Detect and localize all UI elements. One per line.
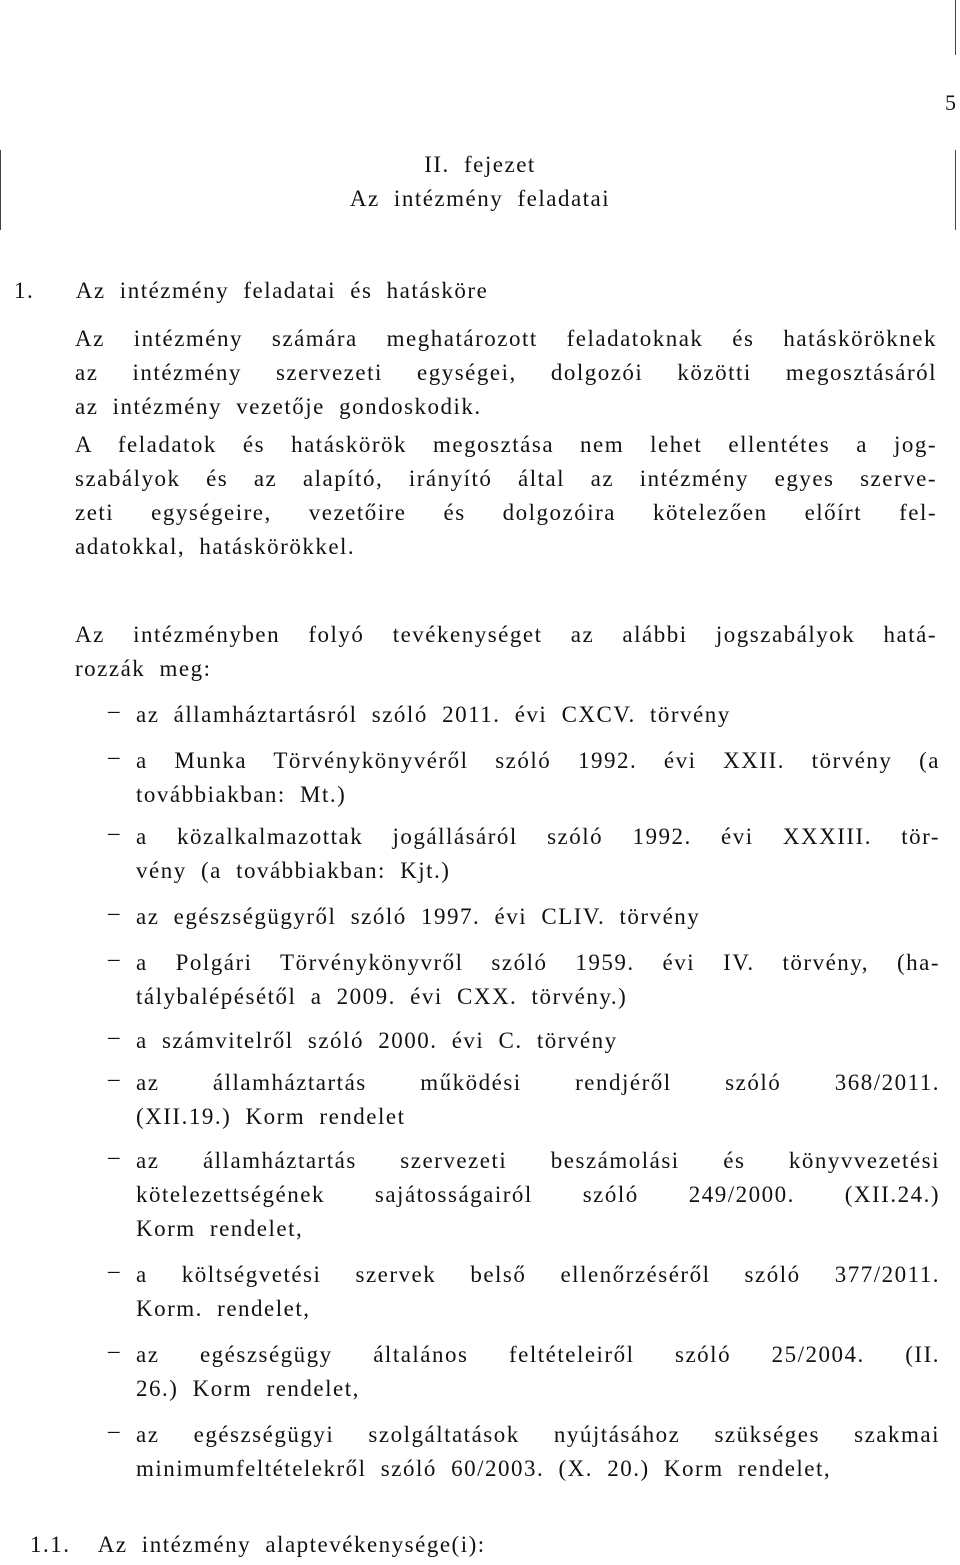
list-item <box>108 900 940 934</box>
list-dash: – <box>108 1418 121 1443</box>
list-dash: – <box>108 1258 121 1283</box>
list-item <box>108 1338 940 1406</box>
list-item-line: az egészségügyi szolgáltatások nyújtásához szükséges szakmai <box>136 1422 940 1447</box>
list-item-line: tálybalépésétől a 2009. évi CXX. törvény.) <box>136 984 628 1009</box>
list-dash: – <box>108 1338 121 1363</box>
list-dash: – <box>108 1066 121 1091</box>
list-item <box>108 946 940 1014</box>
paragraph-line: A feladatok és hatáskörök megosztása nem lehet ellentétes a jog- <box>75 432 937 457</box>
list-item-line: kötelezettségének sajátosságairól szóló 249/2000. (XII.24.) <box>136 1182 940 1207</box>
list-item-line: minimumfeltételekről szóló 60/2003. (X. 20.) Korm rendelet, <box>136 1456 832 1481</box>
list-dash: – <box>108 698 121 723</box>
paragraph-line: az intézmény vezetője gondoskodik. <box>75 394 482 419</box>
list-dash: – <box>108 820 121 845</box>
law-list <box>108 698 940 1486</box>
paragraph-line: Az intézmény számára meghatározott feladatoknak és hatásköröknek <box>75 326 937 351</box>
list-item-line: (XII.19.) Korm rendelet <box>136 1104 406 1129</box>
chapter-title: Az intézmény feladatai <box>349 186 611 211</box>
right-top-rule <box>955 0 956 55</box>
list-item-line: 26.) Korm rendelet, <box>136 1376 360 1401</box>
list-item <box>108 698 940 732</box>
list-item-line: az államháztartás szervezeti beszámolási és könyvvezetési <box>136 1148 940 1173</box>
paragraph-line: zeti egységeire, vezetőire és dolgozóira kötelezően előírt fel- <box>75 500 937 525</box>
list-dash: – <box>108 1144 121 1169</box>
paragraph-laws-intro <box>75 618 937 686</box>
list-item <box>108 744 940 812</box>
list-dash: – <box>108 900 121 925</box>
list-item <box>108 1418 940 1486</box>
list-item <box>108 1258 940 1326</box>
list-item-line: Korm. rendelet, <box>136 1296 311 1321</box>
section-heading: 1. Az intézmény feladatai és hatásköre <box>14 278 489 303</box>
list-item <box>108 1066 940 1134</box>
list-item-line: az államháztartás működési rendjéről szóló 368/2011. <box>136 1070 940 1095</box>
paragraph-line: szabályok és az alapító, irányító által az intézmény egyes szerve- <box>75 466 937 491</box>
list-item-line: a költségvetési szervek belső ellenőrzéséről szóló 377/2011. <box>136 1262 940 1287</box>
list-item <box>108 1144 940 1246</box>
list-item-line: a számvitelről szóló 2000. évi C. törvény <box>136 1028 618 1053</box>
list-item-line: az egészségügy általános feltételeiről szóló 25/2004. (II. <box>136 1342 940 1367</box>
paragraph-division <box>75 428 937 564</box>
list-item-line: továbbiakban: Mt.) <box>136 782 347 807</box>
list-item <box>108 1024 940 1058</box>
paragraph-line: Az intézményben folyó tevékenységet az alábbi jogszabályok hatá- <box>75 622 937 647</box>
list-dash: – <box>108 1024 121 1049</box>
list-item-line: a Munka Törvénykönyvéről szóló 1992. évi XXII. törvény (a <box>136 748 940 773</box>
list-dash: – <box>108 946 121 971</box>
subsection-heading: 1.1. Az intézmény alaptevékenysége(i): <box>30 1532 486 1557</box>
paragraph-responsibility <box>75 322 937 424</box>
list-item <box>108 820 940 888</box>
list-item-line: az egészségügyről szóló 1997. évi CLIV. törvény <box>136 904 701 929</box>
list-item-line: Korm rendelet, <box>136 1216 304 1241</box>
chapter-number: II. fejezet <box>424 152 536 177</box>
list-item-line: az államháztartásról szóló 2011. évi CXCV. törvény <box>136 702 731 727</box>
list-item-line: a közalkalmazottak jogállásáról szóló 1992. évi XXXIII. tör- <box>136 824 940 849</box>
list-item-line: a Polgári Törvénykönyvről szóló 1959. évi IV. törvény, (ha- <box>136 950 940 975</box>
page-number: 5 <box>945 90 956 115</box>
list-dash: – <box>108 744 121 769</box>
list-item-line: vény (a továbbiakban: Kjt.) <box>136 858 451 883</box>
paragraph-line: rozzák meg: <box>75 656 212 681</box>
paragraph-line: az intézmény szervezeti egységei, dolgozói közötti megosztásáról <box>75 360 937 385</box>
paragraph-line: adatokkal, hatáskörökkel. <box>75 534 356 559</box>
